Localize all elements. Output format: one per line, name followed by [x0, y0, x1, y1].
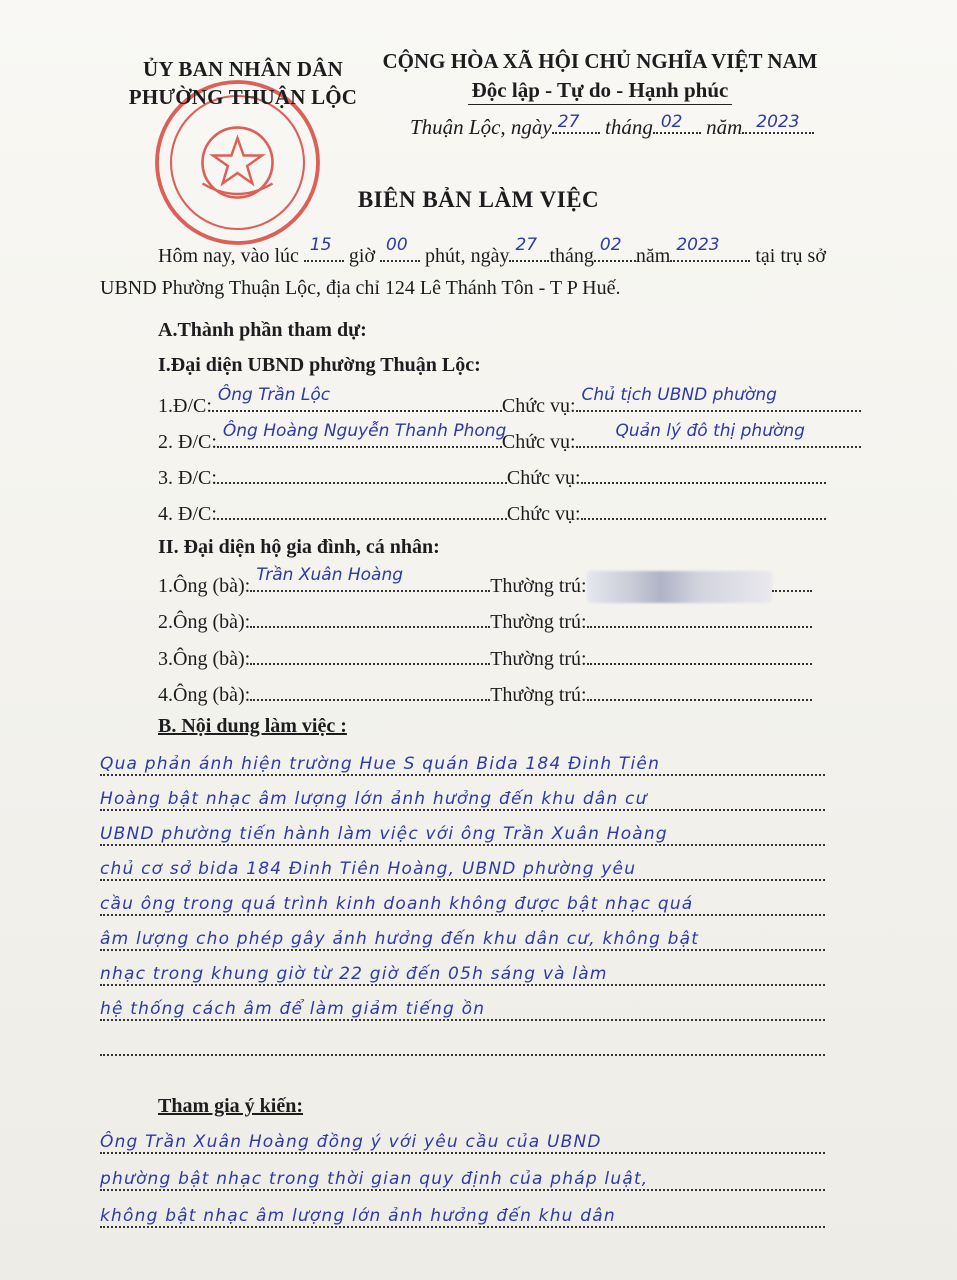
date-month-label: tháng	[605, 115, 653, 139]
date-year-label: năm	[706, 115, 743, 139]
intro-text-4: tháng	[549, 245, 594, 267]
date-prefix: Thuận Lộc, ngày	[410, 115, 552, 139]
content-line-3: UBND phường tiến hành làm việc với ông Trần Xuân Hoàng	[100, 812, 825, 846]
content-line-9	[100, 1022, 825, 1056]
opinion-line-2: phường bật nhạc trong thời gian quy định của pháp luật,	[100, 1157, 825, 1191]
section-b-text: B. Nội dung làm việc :	[158, 715, 347, 737]
household-label: 1.Ông (bà):	[158, 575, 251, 597]
role-label: Chức vụ:	[506, 467, 581, 489]
household-row-2	[158, 604, 812, 635]
official-row-4	[158, 496, 826, 527]
opinion-line-3: không bật nhạc âm lượng lớn ảnh hưởng đến khu dân	[100, 1194, 825, 1228]
intro-line-1	[158, 235, 826, 269]
intro-minute: 00	[386, 235, 408, 255]
section-a-heading: A.Thành phần tham dự:	[158, 319, 367, 341]
household-label: 2.Ông (bà):	[158, 611, 251, 633]
redacted-address	[587, 571, 772, 603]
intro-line-2: UBND Phường Thuận Lộc, địa chỉ 124 Lê Thánh Tôn - T P Huế.	[100, 277, 621, 299]
intro-text-3: phút, ngày	[425, 245, 510, 267]
official-row-2	[158, 421, 861, 455]
intro-month: 02	[599, 235, 622, 255]
content-line-4: chủ cơ sở bida 184 Đinh Tiên Hoàng, UBND phường yêu	[100, 847, 825, 881]
country-name: CỘNG HÒA XÃ HỘI CHỦ NGHĨA VIỆT NAM	[382, 49, 818, 73]
content-line-2: Hoàng bật nhạc âm lượng lớn ảnh hưởng đến khu dân cư	[100, 777, 825, 811]
section-ii-heading: II. Đại diện hộ gia đình, cá nhân:	[158, 536, 440, 558]
role-label: Chức vụ:	[506, 503, 581, 525]
content-line-8: hệ thống cách âm để làm giảm tiếng ồn	[100, 987, 825, 1021]
motto: Độc lập - Tự do - Hạnh phúc	[468, 76, 733, 105]
household-row-1	[158, 565, 812, 603]
official-label: 2. Đ/C:	[158, 431, 217, 453]
official-row-1	[158, 385, 861, 419]
household-label: 3.Ông (bà):	[158, 648, 251, 670]
issuer-header	[108, 55, 378, 111]
residence-label: Thường trú:	[490, 575, 587, 597]
national-header	[365, 46, 835, 105]
household-label: 4.Ông (bà):	[158, 684, 251, 706]
household-row-3	[158, 641, 812, 672]
residence-label: Thường trú:	[490, 684, 587, 706]
official-name: Ông Trần Lộc	[217, 385, 331, 405]
opinion-line-1: Ông Trần Xuân Hoàng đồng ý với yêu cầu của UBND	[100, 1120, 825, 1154]
document-title: BIÊN BẢN LÀM VIỆC	[357, 187, 600, 212]
intro-day: 27	[515, 235, 538, 255]
issuer-line-1: ỦY BAN NHÂN DÂN	[143, 57, 343, 81]
date-month: 02	[660, 112, 683, 132]
intro-year: 2023	[676, 235, 720, 255]
household-row-4	[158, 677, 812, 708]
date-line	[410, 112, 814, 140]
role-label: Chức vụ:	[501, 395, 576, 417]
content-line-7: nhạc trong khung giờ từ 22 giờ đến 05h sáng và làm	[100, 952, 825, 986]
content-line-6: âm lượng cho phép gây ảnh hưởng đến khu dân cư, không bật	[100, 917, 825, 951]
content-line-5: cầu ông trong quá trình kinh doanh không được bật nhạc quá	[100, 882, 825, 916]
date-day: 27	[557, 112, 580, 132]
official-label: 3. Đ/C:	[158, 467, 217, 489]
official-role: Chủ tịch UBND phường	[581, 385, 777, 405]
date-year: 2023	[756, 112, 800, 132]
opinion-title-text: Tham gia ý kiến:	[158, 1095, 304, 1117]
role-label: Chức vụ:	[501, 431, 576, 453]
official-row-3	[158, 460, 826, 491]
residence-label: Thường trú:	[490, 648, 587, 670]
official-label: 4. Đ/C:	[158, 503, 217, 525]
intro-hour: 15	[309, 235, 332, 255]
intro-text-6: tại trụ sở	[755, 245, 826, 267]
section-i-heading: I.Đại diện UBND phường Thuận Lộc:	[158, 354, 481, 376]
household-name: Trần Xuân Hoàng	[256, 565, 404, 585]
intro-text-2: giờ	[348, 245, 376, 267]
section-b-heading	[158, 713, 347, 739]
residence-label: Thường trú:	[490, 611, 587, 633]
intro-text-5: năm	[635, 245, 671, 267]
official-name: Ông Hoàng Nguyễn Thanh Phong	[222, 421, 507, 441]
intro-text-1: Hôm nay, vào lúc	[158, 245, 299, 267]
official-label: 1.Đ/C:	[158, 395, 212, 417]
content-line-1: Qua phản ánh hiện trường Hue S quán Bida 184 Đinh Tiên	[100, 742, 825, 776]
official-role: Quản lý đô thị phường	[615, 421, 805, 441]
issuer-line-2: PHƯỜNG THUẬN LỘC	[128, 85, 358, 109]
opinion-heading	[158, 1093, 303, 1119]
